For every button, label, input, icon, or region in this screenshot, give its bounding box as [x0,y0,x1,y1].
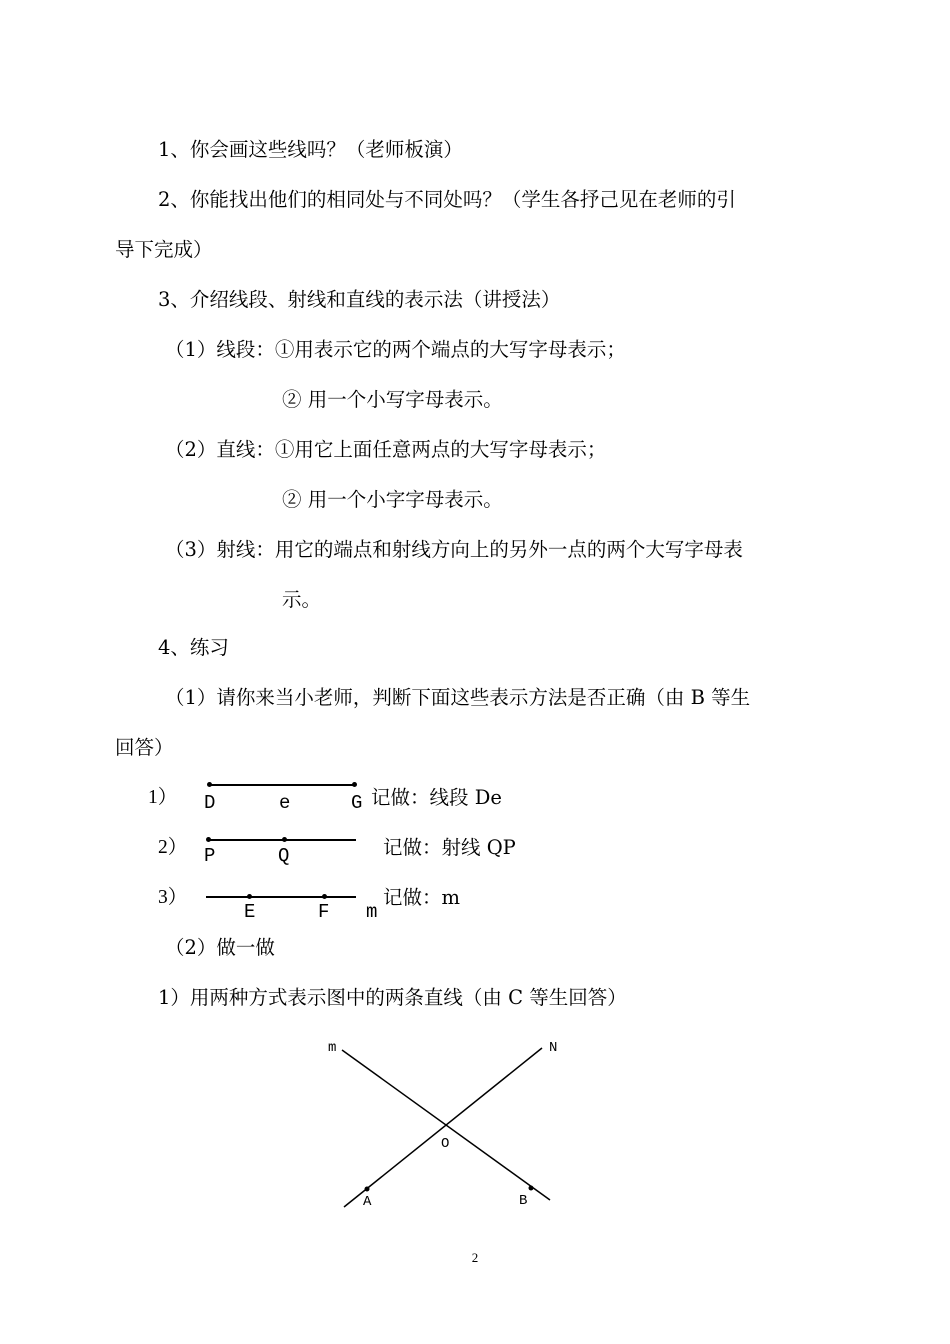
exercise-note: 记做：m [383,886,460,909]
step-4: 4、练习 [158,636,229,659]
step-1: 1、你会画这些线吗？（老师板演） [158,138,463,161]
part-2-question-1: 1）用两种方式表示图中的两条直线（由 C 等生回答） [158,986,627,1009]
point-label-d: D [204,792,216,814]
line-notation-1: （2）直线：①用它上面任意两点的大写字母表示； [165,438,607,461]
exercise-note: 记做：射线 QP [383,836,516,859]
exercise-1-line-1: （1）请你来当小老师，判断下面这些表示方法是否正确（由 B 等生 [165,686,751,709]
step-2-line-1: 2、你能找出他们的相同处与不同处吗？（学生各抒己见在老师的引 [158,188,736,211]
point-label-b: B [519,1193,528,1209]
line-label-m: m [366,901,378,923]
point-b-dot [529,1186,534,1191]
point-label-g: G [351,792,363,814]
exercise-number: 3） [158,887,188,908]
line-segment [206,896,356,898]
line-notation-2: ② 用一个小字字母表示。 [282,488,503,511]
part-2-title: （2）做一做 [165,936,275,959]
point-dot [352,782,357,787]
segment-line [209,784,356,786]
point-label-e: E [244,901,256,923]
point-dot [207,782,212,787]
segment-label-e: e [279,792,291,814]
point-label-p: P [204,845,216,867]
segment-notation-2: ② 用一个小写字母表示。 [282,388,503,411]
point-label-f: F [318,901,330,923]
line-an [344,1048,542,1207]
intersecting-lines-figure [320,1030,570,1220]
point-dot [322,894,327,899]
point-a-dot [365,1187,370,1192]
line-label-n: N [549,1040,558,1056]
exercise-number: 1） [148,787,178,808]
ray-notation-2: 示。 [282,588,322,611]
exercise-1-line-2: 回答） [115,736,174,759]
exercise-note: 记做：线段 De [371,786,502,809]
segment-notation-1: （1）线段：①用表示它的两个端点的大写字母表示； [165,338,626,361]
ray-notation-1: （3）射线：用它的端点和射线方向上的另外一点的两个大写字母表 [165,538,743,561]
exercise-number: 2） [158,837,188,858]
point-dot [206,837,211,842]
page-number: 2 [471,1250,479,1265]
step-2-line-2: 导下完成） [115,238,213,261]
point-label-o: O [441,1136,450,1152]
step-3: 3、介绍线段、射线和直线的表示法（讲授法） [158,288,561,311]
line-label-m: m [328,1040,337,1056]
point-dot [282,837,287,842]
point-label-q: Q [278,845,290,867]
point-label-a: A [363,1194,372,1210]
point-dot [247,894,252,899]
